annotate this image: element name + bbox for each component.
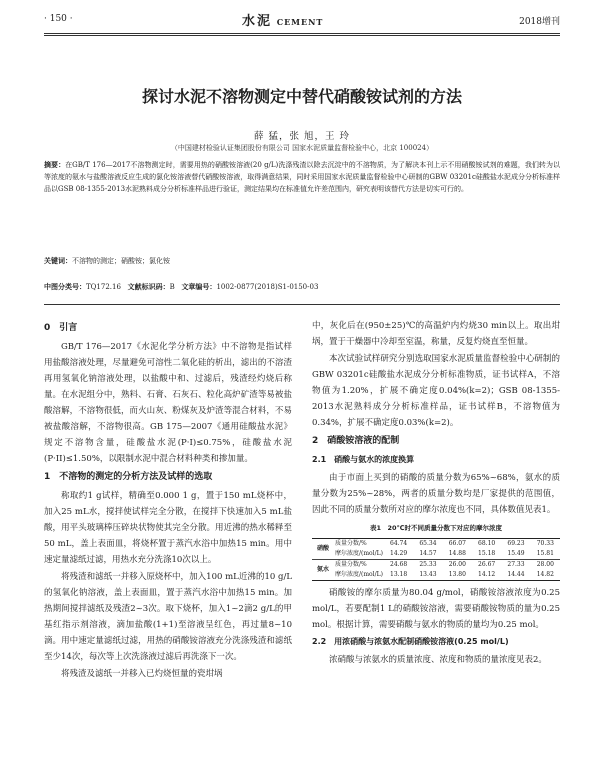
table-row-label: 摩尔浓度/(mol/L) <box>335 571 383 578</box>
table-cell: 15.81 <box>536 550 554 557</box>
journal-name: 水泥 <box>242 14 273 29</box>
clc-label: 中图分类号： <box>44 283 86 291</box>
abstract <box>44 159 560 196</box>
table-cell: 65.34 <box>419 540 437 547</box>
method-paragraph-1: 称取约1 g试样，精确至0.000 1 g，置于150 mL烧杯中，加入25 mL水，搅拌使试样完全分散，在搅拌下快速加入5 mL盐酸，用平头玻璃棒压碎块状物使其完全分散。用近沸的热水稀释至50 mL，盖上表面皿，将烧杯置于蒸汽水浴中加热15 min。用中速定量滤纸过滤，用热水充分洗涤10次以上。 <box>44 491 292 565</box>
table-row-label: 质量分数/% <box>334 560 384 571</box>
method-paragraph-3: 将残渣及滤纸一并移入已灼烧恒量的瓷坩埚 <box>61 669 223 679</box>
header-rule <box>44 33 560 34</box>
article-id-value: 1002-0877(2018)S1-0150-03 <box>216 283 319 291</box>
section-2-2-heading: 2.2 用浓硝酸与浓氨水配制硝酸铵溶液(0.25 mol/L) <box>312 637 509 646</box>
keywords <box>44 256 560 266</box>
table-row-label: 摩尔浓度/(mol/L) <box>335 550 383 557</box>
table-cell: 26.00 <box>443 560 472 571</box>
abstract-rule <box>44 304 560 305</box>
table-cell: 15.18 <box>478 550 496 557</box>
journal-name-en: CEMENT <box>276 17 324 27</box>
affiliation: （中国建材检验认证集团股份有限公司 国家水泥质量监督检验中心，北京 100024） <box>170 144 434 152</box>
right-column <box>312 318 560 669</box>
clc-value: TQ172.16 <box>86 283 121 291</box>
article-id-label: 文章编号： <box>181 283 217 291</box>
table-cell: 13.43 <box>419 571 437 578</box>
header-rule-thin <box>44 35 560 36</box>
table-cell: 14.12 <box>478 571 496 578</box>
samples-paragraph: 本次试验试样研究分别选取国家水泥质量监督检验中心研制的GBW 03201c硅酸盐水泥成分分析标准物质，证书试样A，不溶物值为1.20%，扩展不确定度0.04%(k=2)；GSB 08-1355-2013水泥熟料成分分析标准样品，证书试样B，不溶物值为0.34%，扩展不确定度0.03%(k=2)。 <box>312 354 560 428</box>
table-cell: 69.23 <box>507 540 525 547</box>
table-1 <box>312 538 560 581</box>
table-row <box>312 549 560 560</box>
concentration-paragraph: 由于市面上买到的硝酸的质量分数为65%~68%，氨水的质量分数为25%~28%，两者的质量分数均是厂家提供的范围值，因此不同的质量分数所对应的摩尔浓度也不同，具体数值见表1。 <box>312 473 560 515</box>
section-2-1-heading: 2.1 硝酸与氨水的浓度换算 <box>312 455 415 464</box>
table-row-label: 质量分数/% <box>335 540 367 547</box>
table-1-caption: 表1 20℃时不同质量分数下对应的摩尔浓度 <box>370 524 502 532</box>
table-cell: 14.82 <box>536 571 554 578</box>
running-header <box>44 10 560 32</box>
calculation-paragraph: 硝酸铵的摩尔质量为80.04 g/mol，硝酸铵溶液浓度为0.25 mol/L，若要配制1 L的硝酸铵溶液，需要硝酸铵物质的量为0.25 mol。根据计算，需要硝酸与氨水的物质的量均为0.25 mol。 <box>312 588 560 630</box>
table-2-reference: 浓硝酸与浓氨水的质量浓度、浓度和物质的量浓度见表2。 <box>329 655 547 665</box>
table-cell: 28.00 <box>531 560 560 571</box>
table-cell: 68.10 <box>478 540 496 547</box>
keywords-label: 关键词： <box>44 257 72 265</box>
table-cell: 24.68 <box>384 560 413 571</box>
authors: 薛 猛，张 旭，王 玲 <box>253 131 351 142</box>
abstract-label: 摘要： <box>44 161 66 169</box>
section-intro-heading: 0 引言 <box>44 323 78 333</box>
section-2-heading: 2 硝酸铵溶液的配制 <box>312 436 400 446</box>
table-row <box>312 539 560 550</box>
intro-paragraph: GB/T 176—2017《水泥化学分析方法》中不溶物是指试样用盐酸溶液处理，尽量避免可溶性二氧化硅的析出，滤出的不溶渣再用氢氧化钠溶液处理，以盐酸中和、过滤后，残渣经灼烧后称量。在水泥组分中，熟料、石膏、石灰石、粒化高炉矿渣等易被盐酸溶解，不溶物很低，而火山灰、粉煤灰及炉渣等混合材料，不易被盐酸溶解，不溶物很高。GB 175—2007《通用硅酸盐水泥》规定不溶物含量，硅酸盐水泥(P·I)≤0.75%，硅酸盐水泥(P·II)≤1.50%，以限制水泥中混合材料种类和掺加量。 <box>44 342 292 464</box>
method-paragraph-2: 将残渣和滤纸一并移入原烧杯中，加入100 mL近沸的10 g/L的氢氧化钠溶液，盖上表面皿，置于蒸汽水浴中加热15 min。加热期间搅拌滤纸及残渣2~3次。取下烧杯，加入1~2滴2 g/L的甲基红指示剂溶液，滴加盐酸(1+1)至溶液呈红色，再过量8~10滴。用中速定量滤纸过滤，用热的硝酸铵溶液充分洗涤残渣和滤纸至少14次，每次等上次洗涤液过滤后再洗涤下一次。 <box>44 572 292 662</box>
keywords-text: 不溶物的测定；硝酸铵；氯化铵 <box>72 257 170 265</box>
doc-code-value: B <box>169 283 175 291</box>
table-cell: 14.44 <box>507 571 525 578</box>
table-cell: 27.33 <box>501 560 530 571</box>
table-cell: 70.33 <box>536 540 554 547</box>
table-cell: 25.33 <box>413 560 442 571</box>
section-1-heading: 1 不溶物的测定的分析方法及试样的选取 <box>44 472 213 482</box>
table-cell: 14.57 <box>419 550 437 557</box>
table-cell: 66.07 <box>448 540 466 547</box>
table-row <box>312 570 560 581</box>
abstract-text: 在GB/T 176—2017不溶物测定时，需要用热的硝酸铵溶液(20 g/L)洗涤残渣以除去沉淀中的不溶物质，为了解决本刊上示不用硝酸铵试剂的难题，我们转为以等浓度的氨水与盐酸溶液反应生成的氯化铵溶液替代硝酸铵溶液，取得满意结果，同时采用国家水泥质量监督检验中心研制的GBW 03201c硅酸盐水泥成分分析标准样品以GSB 08-1355-2013水泥熟料成分分析标准样品进行验证，测定结果均在标准值允许差范围内，研究表明该替代方法是切实可行的。 <box>44 161 561 194</box>
journal-logo <box>242 10 323 29</box>
table-cell: 14.29 <box>390 550 408 557</box>
table-cell: 13.18 <box>390 571 408 578</box>
table-row <box>312 560 560 571</box>
page-number: · 150 · <box>44 14 73 24</box>
table-group-label: 氨水 <box>312 560 334 581</box>
table-cell: 26.67 <box>472 560 501 571</box>
method-paragraph-continued: 中，灰化后在(950±25)℃的高温炉内灼烧30 min以上。取出坩埚，置于干燥器中冷却至室温，称量，反复灼烧直至恒量。 <box>312 321 560 347</box>
article-meta <box>44 282 560 292</box>
table-cell: 64.74 <box>390 540 408 547</box>
table-cell: 13.80 <box>448 571 466 578</box>
doc-code-label: 文献标识码： <box>127 283 170 291</box>
article-title: 探讨水泥不溶物测定中替代硝酸铵试剂的方法 <box>141 87 462 106</box>
table-cell: 15.49 <box>507 550 525 557</box>
table-group-label: 硝酸 <box>316 545 329 552</box>
table-cell: 14.88 <box>448 550 466 557</box>
issue-label: 2018增刊 <box>519 17 560 27</box>
left-column <box>44 318 292 683</box>
